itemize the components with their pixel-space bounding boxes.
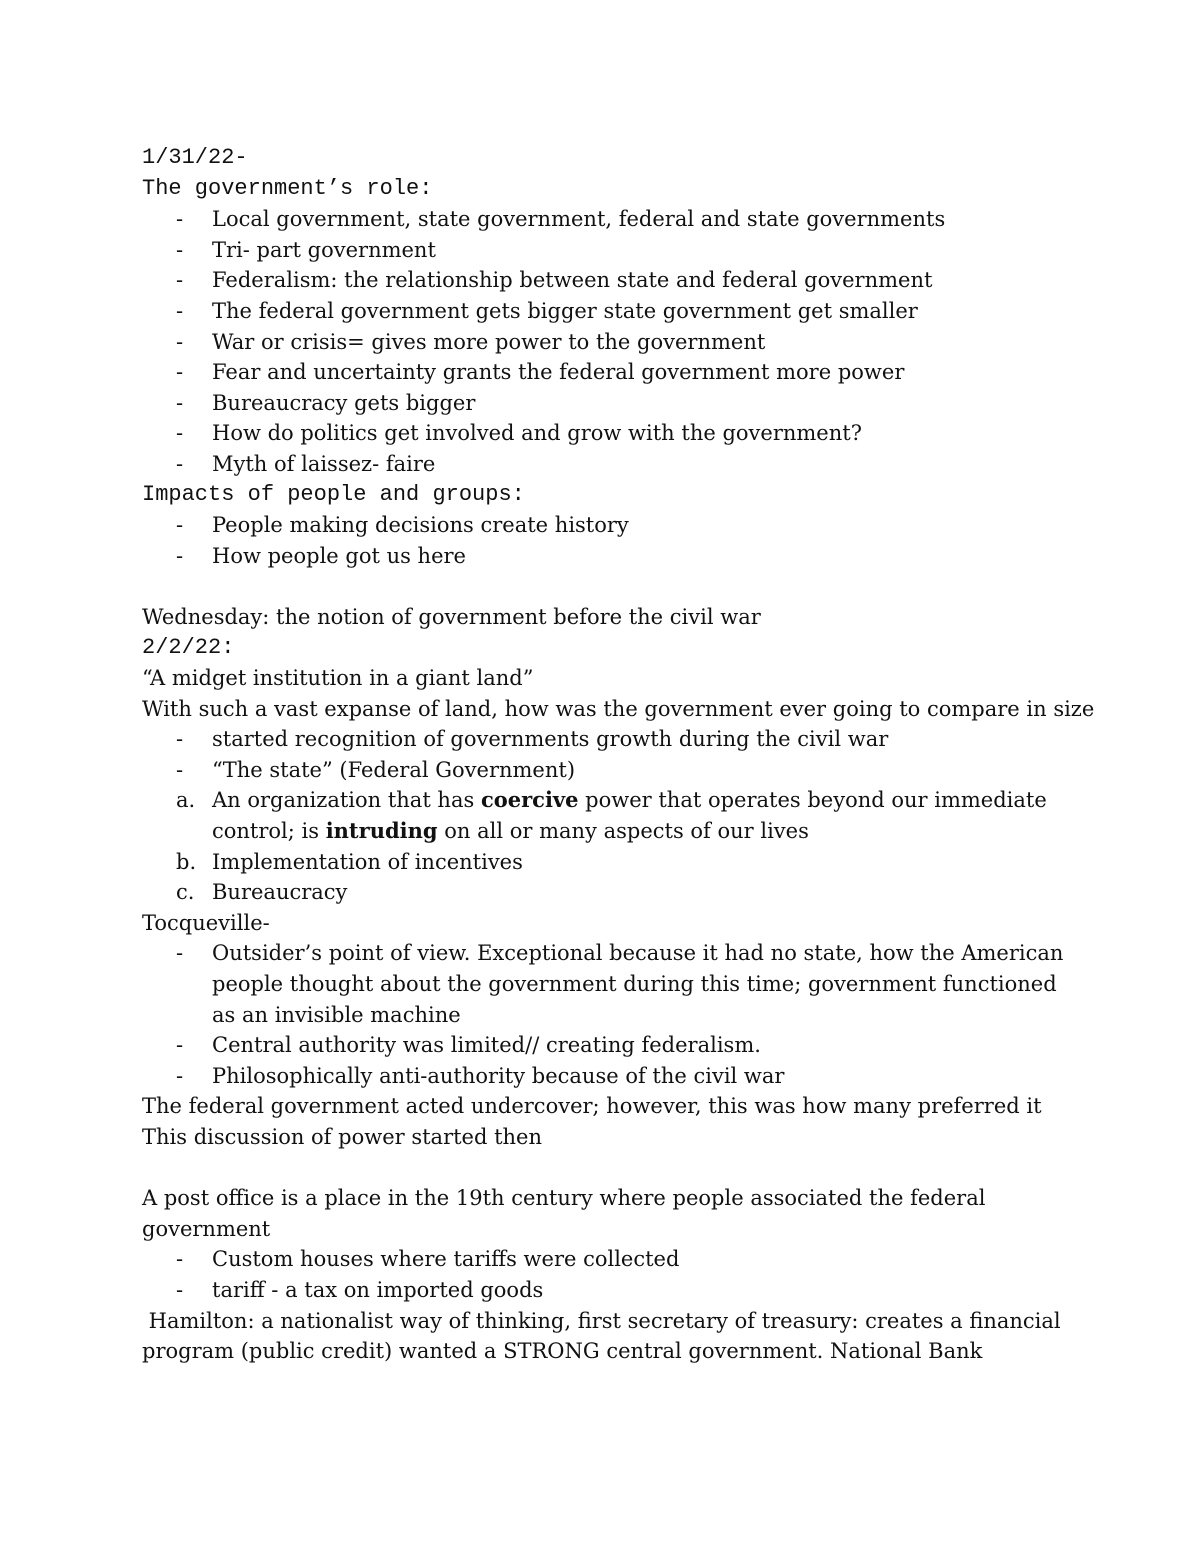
lettered-item-a: a. An organization that has coercive power that operates beyond our immediate <box>176 787 1047 813</box>
list-item: - The federal government gets bigger state government get smaller <box>176 298 918 323</box>
list-item: - How do politics get involved and grow with the government? <box>176 421 862 446</box>
list-item: - started recognition of governments growth during the civil war <box>176 727 889 752</box>
list-item: - Tri- part government <box>176 237 436 262</box>
list-item: - How people got us here <box>176 543 466 568</box>
lettered-item-c: c. Bureaucracy <box>176 880 348 905</box>
section-heading-impacts: Impacts of people and groups: <box>142 481 525 507</box>
lettered-item-a-cont: control; is intruding on all or many aspects of our lives <box>212 818 809 844</box>
list-item: - People making decisions create history <box>176 513 629 538</box>
list-item: - Central authority was limited// creating federalism. <box>176 1033 761 1058</box>
list-item: - Outsider’s point of view. Exceptional because it had no state, how the American <box>176 941 1064 966</box>
list-item: - Local government, state government, federal and state governments <box>176 207 946 232</box>
list-item: - Philosophically anti-authority because of the civil war <box>176 1063 785 1088</box>
list-item: - Myth of laissez- faire <box>176 451 436 476</box>
lettered-item-b: b. Implementation of incentives <box>176 849 523 874</box>
blank-line <box>142 1153 1082 1184</box>
paragraph-line: government <box>142 1216 271 1241</box>
paragraph-line: The federal government acted undercover; however, this was how many preferred it <box>142 1094 1042 1119</box>
date-2: 2/2/22: <box>142 634 235 660</box>
tocqueville-heading: Tocqueville- <box>142 910 270 935</box>
bold-term: intruding <box>325 818 438 844</box>
section-heading-government-role: The government’s role: <box>142 175 433 201</box>
notes-page <box>142 143 1095 1367</box>
quote: “A midget institution in a giant land” <box>142 666 534 691</box>
intro-line: With such a vast expanse of land, how was the government ever going to compare in size <box>142 696 1095 721</box>
list-item: - Federalism: the relationship between state and federal government <box>176 268 933 293</box>
list-item-cont: people thought about the government during this time; government functioned <box>212 972 1057 997</box>
date-1: 1/31/22- <box>142 145 248 170</box>
paragraph-line: program (public credit) wanted a STRONG central government. National Bank <box>142 1339 983 1364</box>
paragraph-line: Hamilton: a nationalist way of thinking, first secretary of treasury: creates a financial <box>142 1308 1061 1333</box>
blank-line <box>142 571 1082 602</box>
wednesday-note: Wednesday: the notion of government before the civil war <box>142 604 761 629</box>
list-item: - tariff - a tax on imported goods <box>176 1277 544 1302</box>
paragraph-line: This discussion of power started then <box>142 1125 543 1149</box>
list-item: - Fear and uncertainty grants the federal government more power <box>176 360 905 385</box>
list-item: - Bureaucracy gets bigger <box>176 390 476 415</box>
list-item-cont: as an invisible machine <box>212 1002 461 1027</box>
list-item: - Custom houses where tariffs were collected <box>176 1247 680 1272</box>
bold-term: coercive <box>480 787 579 813</box>
paragraph-line: A post office is a place in the 19th century where people associated the federal <box>142 1186 986 1211</box>
list-item: - “The state” (Federal Government) <box>176 757 576 782</box>
list-item: - War or crisis= gives more power to the government <box>176 329 766 354</box>
